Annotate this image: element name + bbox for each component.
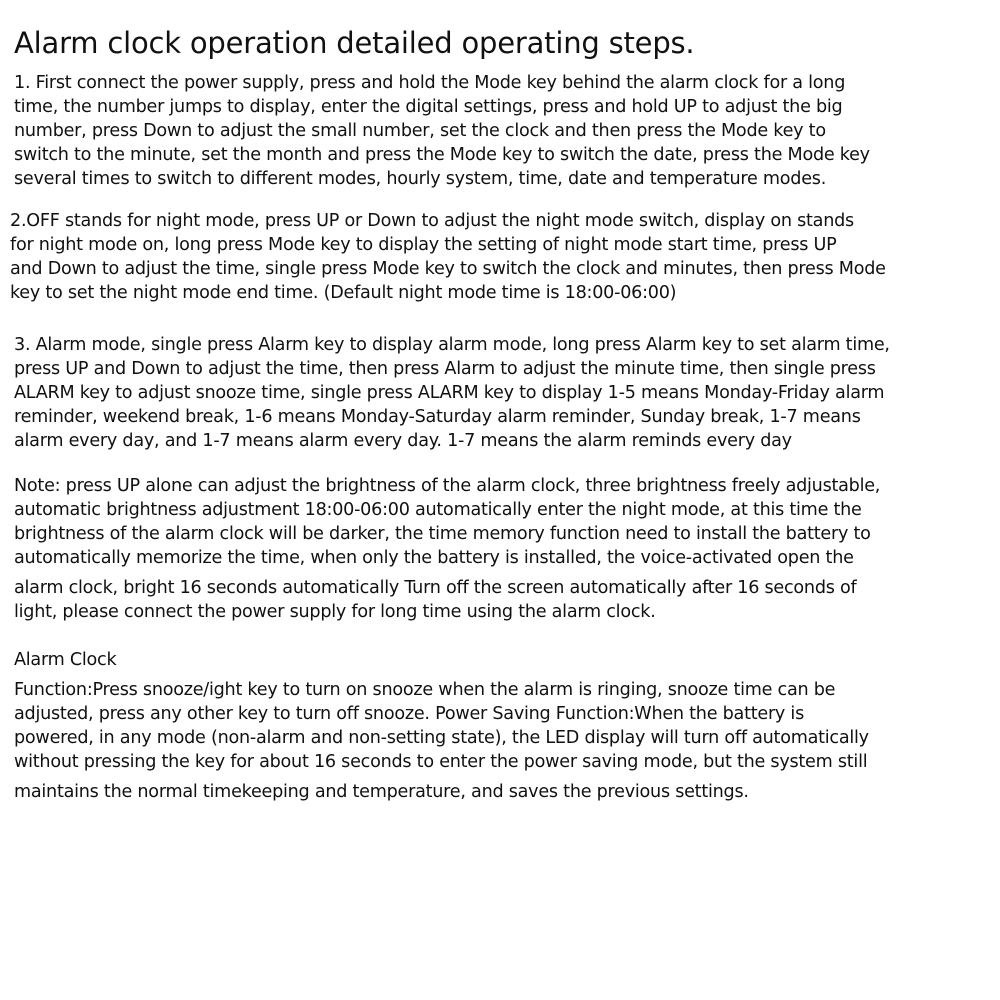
step-3-line: press UP and Down to adjust the time, then press Alarm to adjust the minute time, then single press [14, 359, 876, 379]
step-2-line: key to set the night mode end time. (Default night mode time is 18:00-06:00) [10, 283, 677, 303]
note-line: light, please connect the power supply for long time using the alarm clock. [14, 602, 656, 622]
alarm-clock-line: adjusted, press any other key to turn off snooze. Power Saving Function:When the battery is [14, 704, 804, 724]
note-line: alarm clock, bright 16 seconds automatically Turn off the screen automatically after 16 seconds of [14, 578, 857, 598]
step-1-line: 1. First connect the power supply, press and hold the Mode key behind the alarm clock for a long [14, 73, 846, 93]
step-2-line: and Down to adjust the time, single press Mode key to switch the clock and minutes, then press Mode [10, 259, 886, 279]
step-2-line: 2.OFF stands for night mode, press UP or Down to adjust the night mode switch, display on stands [10, 211, 854, 231]
step-1-line: several times to switch to different modes, hourly system, time, date and temperature modes. [14, 169, 827, 189]
note-line: Note: press UP alone can adjust the brightness of the alarm clock, three brightness freely adjustable, [14, 476, 881, 496]
alarm-clock-line: maintains the normal timekeeping and temperature, and saves the previous settings. [14, 782, 749, 802]
note-line: automatic brightness adjustment 18:00-06:00 automatically enter the night mode, at this time the [14, 500, 862, 520]
step-3-line: alarm every day, and 1-7 means alarm every day. 1-7 means the alarm reminds every day [14, 431, 792, 451]
alarm-clock-line: powered, in any mode (non-alarm and non-setting state), the LED display will turn off automatically [14, 728, 869, 748]
step-2-line: for night mode on, long press Mode key to display the setting of night mode start time, press UP [10, 235, 837, 255]
note-line: brightness of the alarm clock will be darker, the time memory function need to install the battery to [14, 524, 871, 544]
step-1-line: switch to the minute, set the month and press the Mode key to switch the date, press the Mode key [14, 145, 870, 165]
note-line: automatically memorize the time, when only the battery is installed, the voice-activated open the [14, 548, 854, 568]
alarm-clock-heading: Alarm Clock [14, 650, 117, 670]
step-1-line: time, the number jumps to display, enter the digital settings, press and hold UP to adjust the big [14, 97, 843, 117]
alarm-clock-line: without pressing the key for about 16 seconds to enter the power saving mode, but the system still [14, 752, 868, 772]
step-3-line: reminder, weekend break, 1-6 means Monday-Saturday alarm reminder, Sunday break, 1-7 means [14, 407, 861, 427]
alarm-clock-line: Function:Press snooze/ight key to turn on snooze when the alarm is ringing, snooze time can be [14, 680, 836, 700]
step-3-line: ALARM key to adjust snooze time, single press ALARM key to display 1-5 means Monday-Friday alarm [14, 383, 885, 403]
step-1-line: number, press Down to adjust the small number, set the clock and then press the Mode key to [14, 121, 826, 141]
page-title: Alarm clock operation detailed operating steps. [14, 26, 695, 60]
step-3-line: 3. Alarm mode, single press Alarm key to display alarm mode, long press Alarm key to set alarm time, [14, 335, 890, 355]
